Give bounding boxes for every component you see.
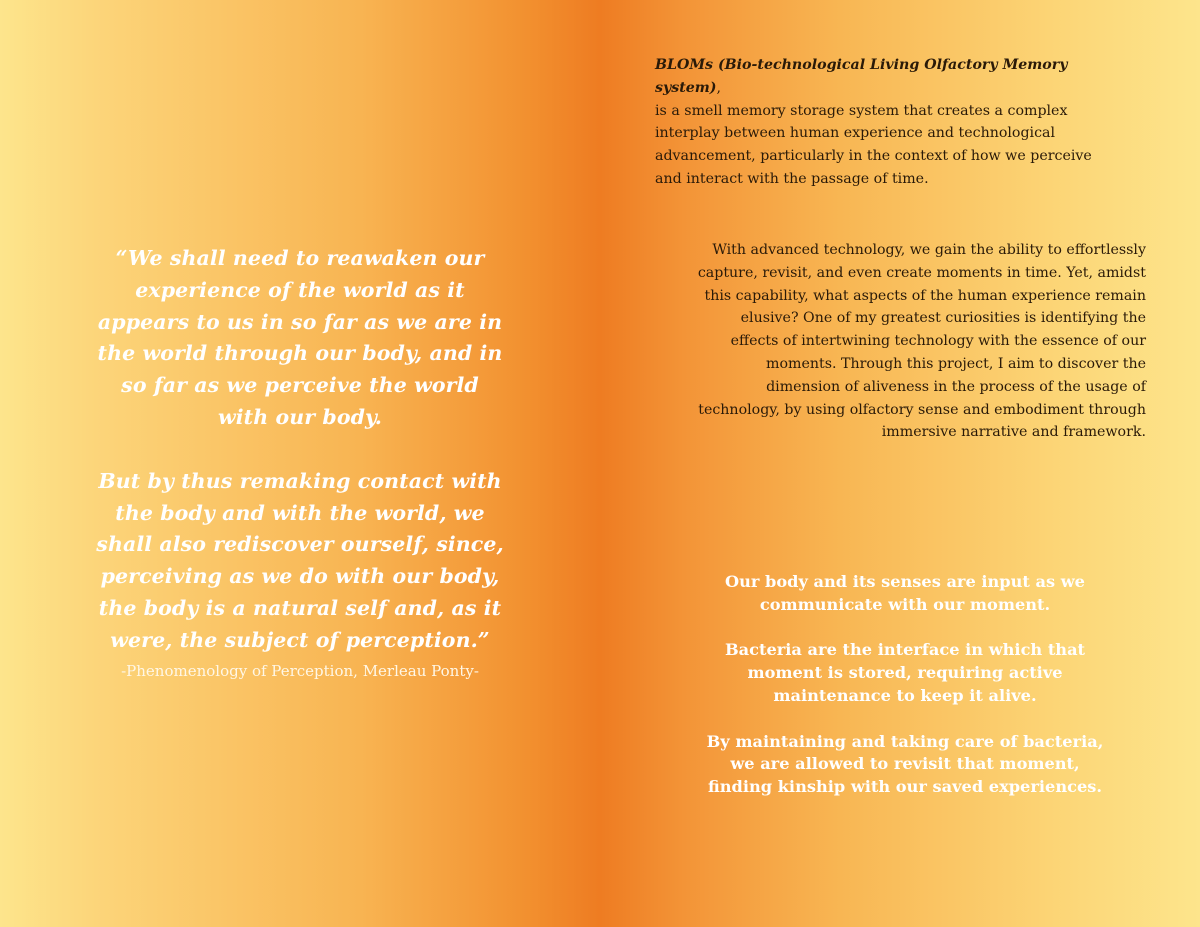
project-intro xyxy=(655,54,1115,191)
concept-paragraph-bacteria: Bacteria are the interface in which that moment is stored, requiring active maintenance to keep it alive. xyxy=(724,640,1086,705)
concept-paragraph-revisit: By maintaining and taking care of bacteria, we are allowed to revisit that moment, finding kinship with our saved experiences. xyxy=(706,731,1104,797)
quote-paragraph-1: “We shall need to reawaken our experience of the world as it appears to us in so far as we are in the world through our body, and in so far as we perceive the world with our body. xyxy=(97,246,503,429)
quote-attribution: -Phenomenology of Perception, Merleau Ponty- xyxy=(121,662,479,680)
artist-statement: With advanced technology, we gain the ability to effortlessly capture, revisit, and even create moments in time. Yet, amidst this capability, what aspects of the human experience remain elusive? One of my greatest curiosities is identifying the effects of intertwining technology with the essence of our moments. Through this project, I aim to discover the dimension of aliveness in the process of the usage of technology, by using olfactory sense and embodiment through immersive narrative and framework. xyxy=(697,242,1146,441)
project-title: BLOMs (Bio-technological Living Olfactory Memory system) xyxy=(655,57,1068,96)
quote-paragraph-2: But by thus remaking contact with the body and with the world, we shall also rediscover ourself, since, perceiving as we do with our body, the body is a natural self and, as it were, the subject of perception.” xyxy=(96,468,504,652)
merleau-ponty-quote xyxy=(95,243,505,657)
concept-paragraph-body: Our body and its senses are input as we communicate with our moment. xyxy=(725,572,1085,614)
project-title-comma: , xyxy=(716,79,722,96)
concept-block xyxy=(700,571,1110,799)
project-intro-body: is a smell memory storage system that creates a complex interplay between human experience and technological advancement, particularly in the context of how we perceive and interact with the passage of time. xyxy=(655,102,1092,187)
